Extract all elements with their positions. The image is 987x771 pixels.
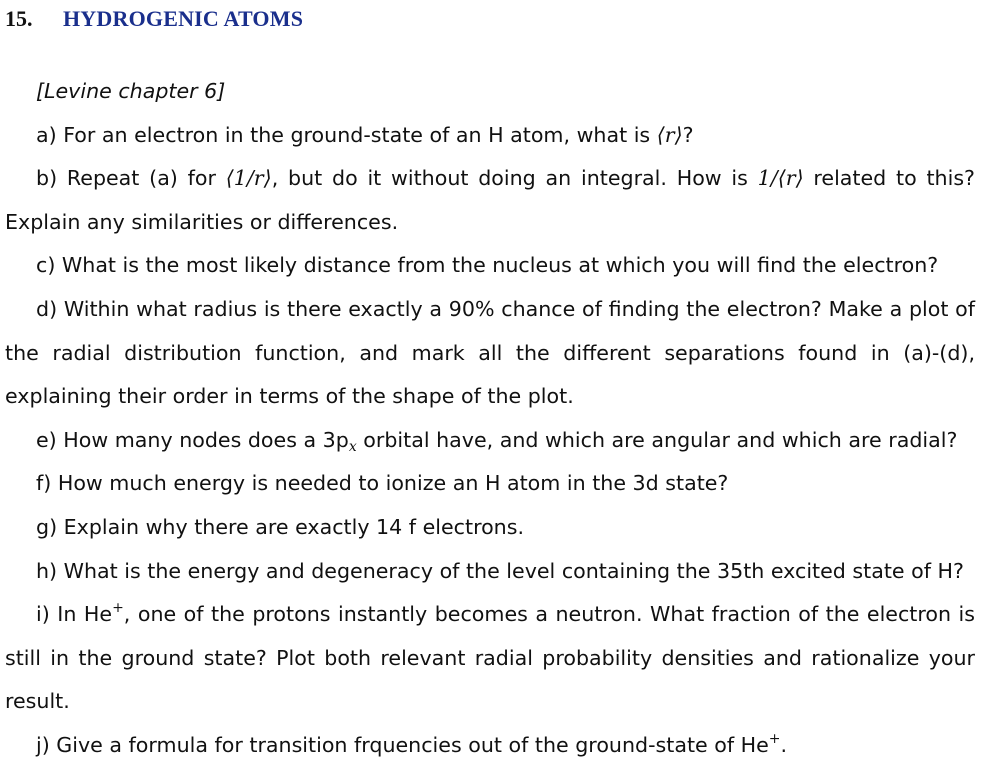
- problem-i-suffix: , one of the protons instantly becomes a neutron. What fraction of the electron is still in the ground state? Plot both relevant radial probability densities and rationalize your result.: [5, 602, 975, 714]
- problem-b-math-1: ⟨1/r⟩: [225, 166, 272, 191]
- problem-f: f) How much energy is needed to ionize an H atom in the 3d state?: [36, 471, 729, 496]
- problem-j: [5, 724, 975, 768]
- problem-i: [5, 593, 975, 724]
- problem-a-math: ⟨r⟩: [656, 122, 683, 147]
- problem-c: c) What is the most likely distance from the nucleus at which you will find the electron?: [36, 253, 939, 278]
- problem-b-prefix: b) Repeat (a) for: [36, 166, 226, 191]
- section-title: HYDROGENIC ATOMS: [63, 6, 304, 31]
- problem-d: d) Within what radius is there exactly a 90% chance of finding the electron? Make a plot of the radial distribution function, and mark all the different separations found in (a)-(d), explaining their order in terms of the shape of the plot.: [5, 296, 975, 409]
- problem-i-prefix: i) In He: [36, 602, 113, 627]
- problem-e-prefix: e) How many nodes does a 3p: [36, 427, 349, 452]
- problem-a-prefix: a) For an electron in the ground-state of an H atom, what is: [36, 122, 657, 147]
- problem-b-math-2: 1/⟨r⟩: [757, 166, 804, 191]
- problem-j-superscript: +: [768, 730, 781, 747]
- problem-b: [5, 157, 975, 244]
- problem-h: h) What is the energy and degeneracy of the level containing the 35th excited state of H?: [36, 558, 964, 583]
- problem-g: g) Explain why there are exactly 14 f electrons.: [36, 514, 525, 539]
- problem-a: [5, 114, 975, 158]
- problem-j-prefix: j) Give a formula for transition frquencies out of the ground-state of He: [36, 732, 769, 757]
- problem-a-suffix: ?: [682, 122, 694, 147]
- problem-j-suffix: .: [780, 732, 788, 757]
- problem-e-subscript: x: [348, 438, 357, 455]
- problem-b-middle: , but do it without doing an integral. How is: [271, 166, 758, 191]
- section-number: 15.: [5, 6, 33, 31]
- problem-b-suffix: related to this? Explain any similarities or differences.: [5, 166, 975, 234]
- problem-list: [5, 70, 975, 768]
- chapter-reference: [Levine chapter 6]: [36, 79, 226, 103]
- problem-e: [5, 419, 975, 463]
- problem-i-superscript: +: [112, 600, 124, 617]
- section-heading: [5, 5, 303, 33]
- problem-e-suffix: orbital have, and which are angular and which are radial?: [356, 427, 958, 452]
